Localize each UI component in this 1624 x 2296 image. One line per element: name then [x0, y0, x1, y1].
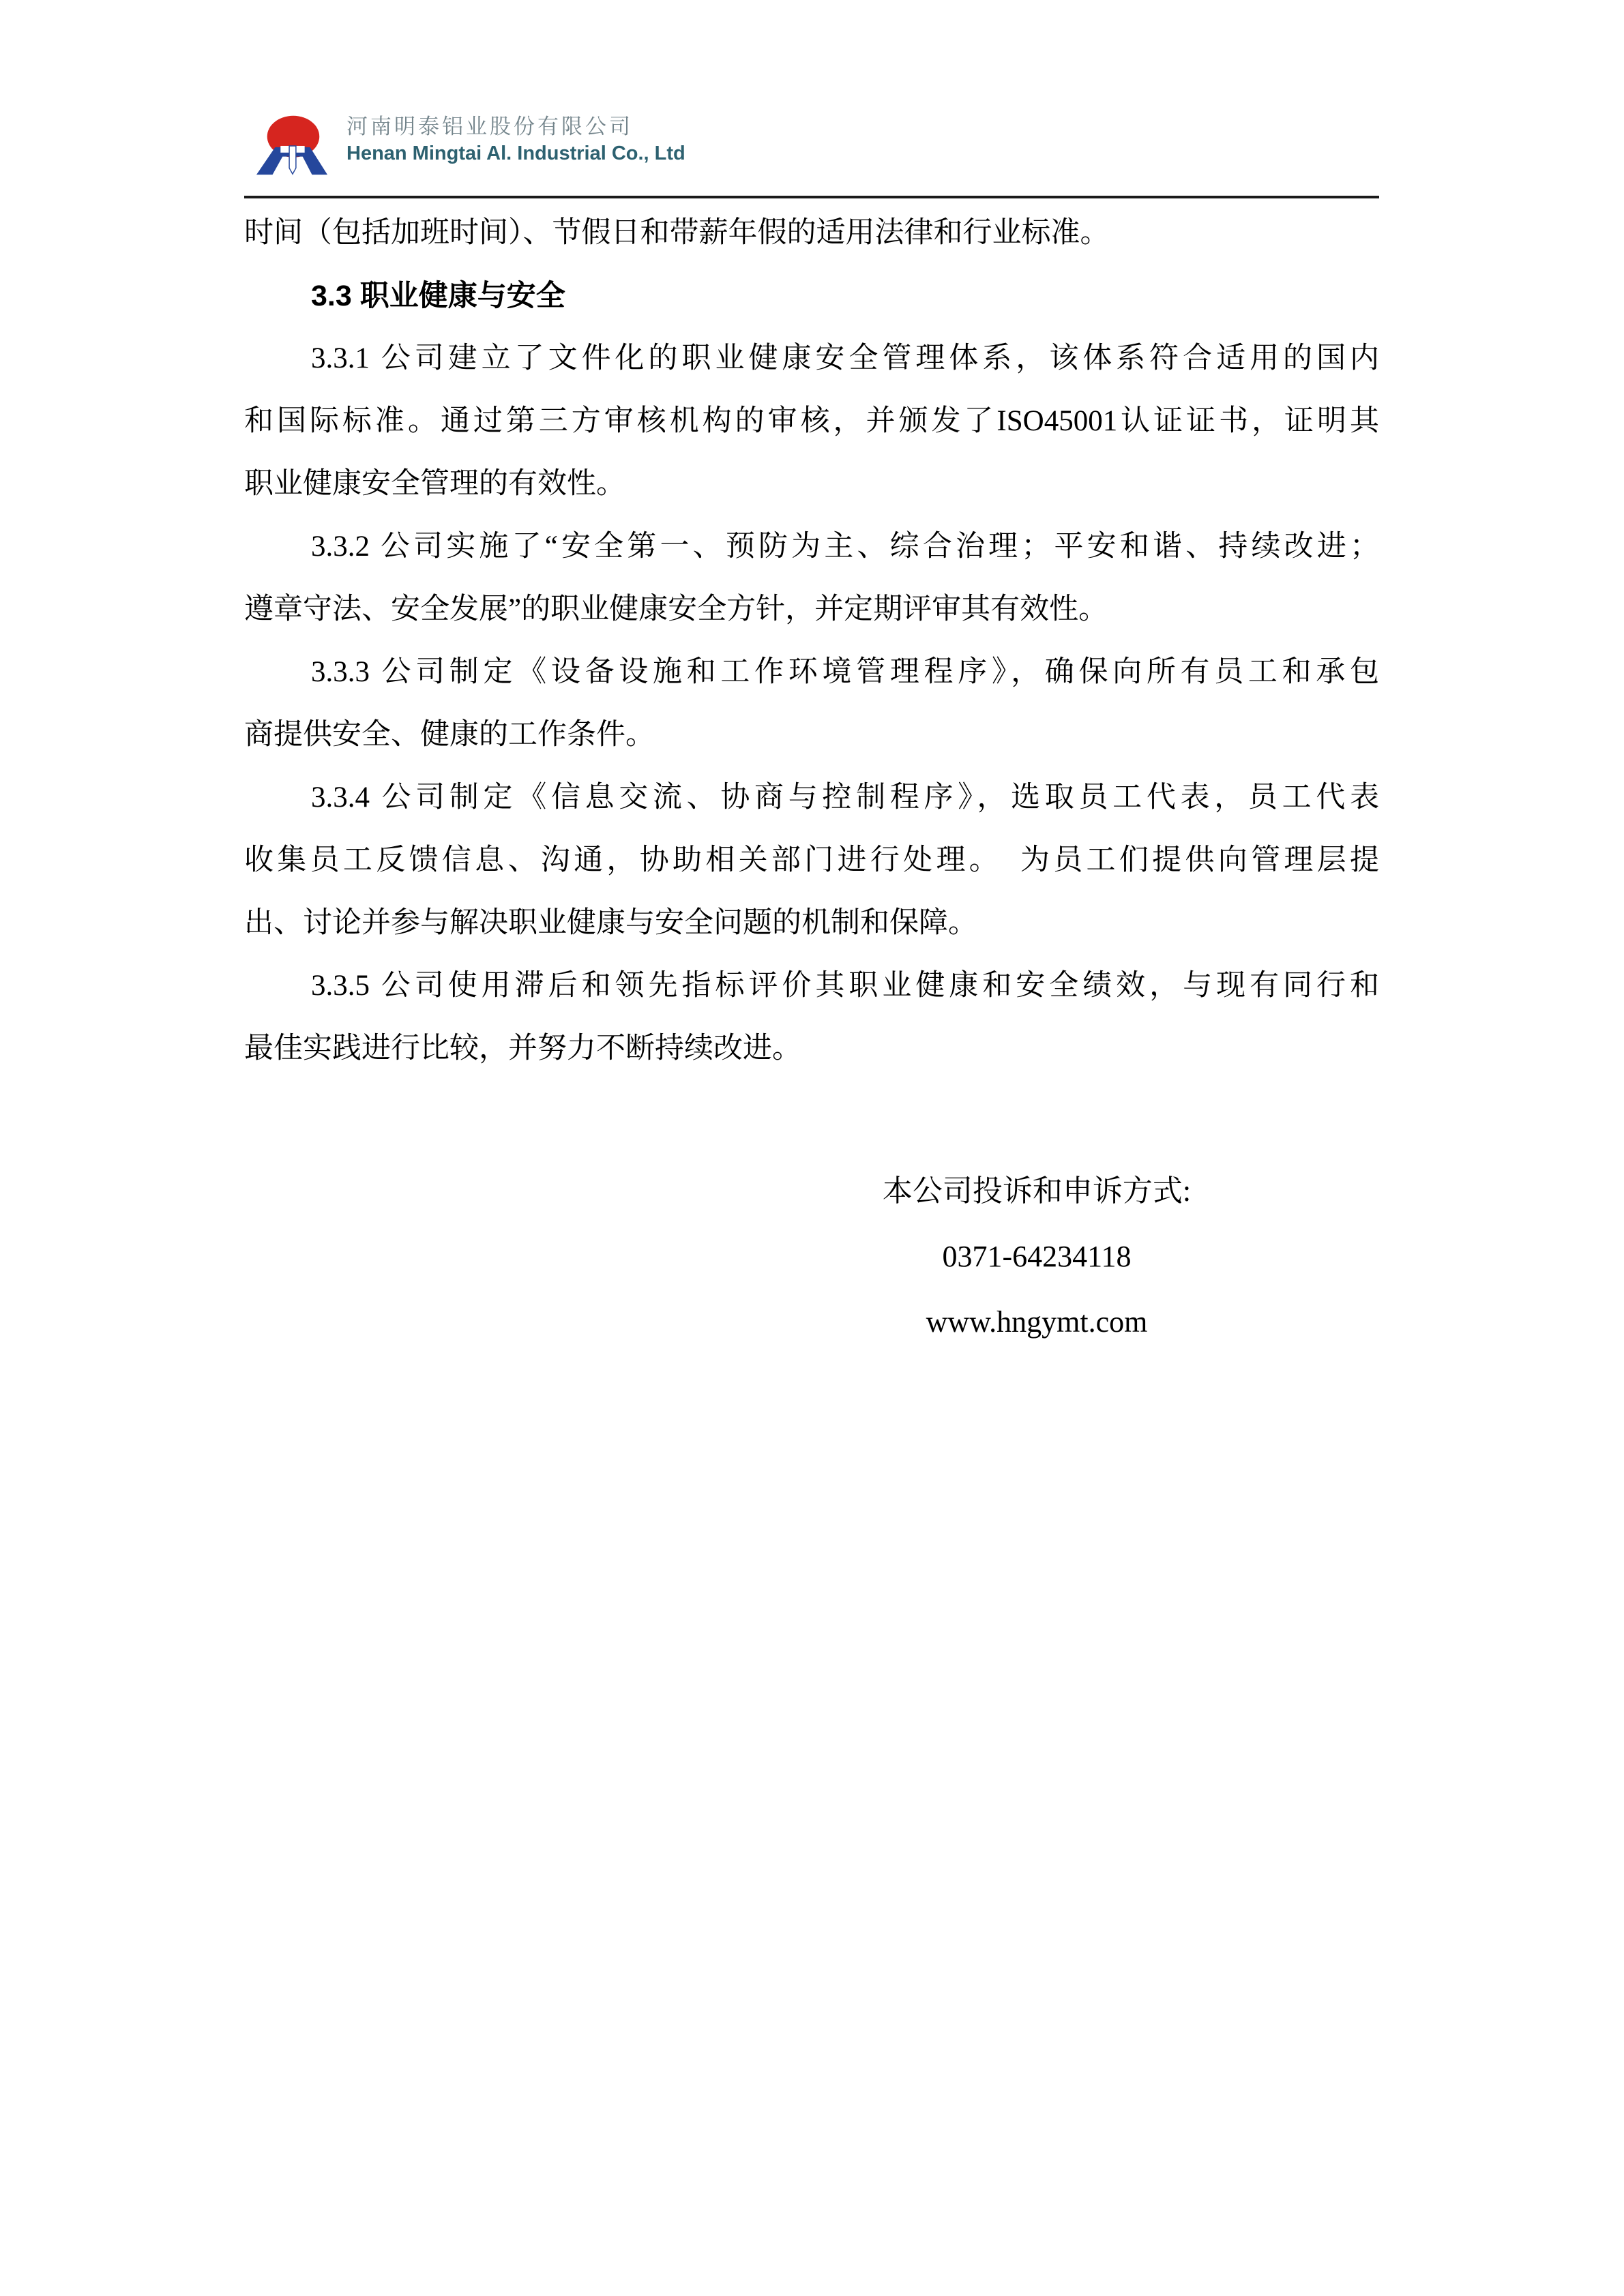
header-divider: [244, 196, 1379, 198]
paragraph-3-3-3-line-2: 商提供安全、健康的工作条件。: [244, 719, 655, 751]
paragraph-3-3-5-line-1: 3.3.5 公司使用滞后和领先指标评价其职业健康和安全绩效，与现有同行和: [311, 970, 1379, 1002]
company-name-zh: 河南明泰铝业股份有限公司: [346, 115, 633, 138]
paragraph-3-3-4-line-2: 收集员工反馈信息、沟通，协助相关部门进行处理。 为员工们提供向管理层提: [244, 844, 1379, 876]
contact-phone: 0371-64234118: [942, 1240, 1132, 1273]
section-heading-3-3: 3.3 职业健康与安全: [311, 280, 565, 312]
company-name-en: Henan Mingtai Al. Industrial Co., Ltd: [346, 143, 685, 164]
document-body: [244, 202, 1379, 1355]
contact-title: 本公司投诉和申诉方式:: [882, 1174, 1192, 1208]
paragraph-3-3-2-line-2: 遵章守法、安全发展”的职业健康安全方针，并定期评审其有效性。: [244, 593, 1108, 625]
paragraph-3-3-5-line-2: 最佳实践进行比较，并努力不断持续改进。: [244, 1032, 801, 1064]
mingtai-sun-mountain-icon: [255, 112, 329, 177]
contact-block: [694, 1159, 1379, 1355]
paragraph-3-3-3-line-1: 3.3.3 公司制定《设备设施和工作环境管理程序》，确保向所有员工和承包: [311, 656, 1379, 688]
paragraph-3-3-1-line-3: 职业健康安全管理的有效性。: [244, 468, 625, 500]
company-name-block: [346, 115, 685, 165]
paragraph-3-3-2-line-1: 3.3.2 公司实施了“安全第一、预防为主、综合治理；平安和谐、持续改进；: [311, 531, 1379, 563]
company-logo: [255, 112, 329, 177]
paragraph-3-3-4-line-3: 出、讨论并参与解决职业健康与安全问题的机制和保障。: [244, 907, 977, 939]
paragraph-3-3-1-line-2: 和国际标准。通过第三方审核机构的审核，并颁发了ISO45001认证证书，证明其: [244, 405, 1379, 437]
paragraph-3-3-1-line-1: 3.3.1 公司建立了文件化的职业健康安全管理体系，该体系符合适用的国内: [311, 342, 1379, 374]
logo-t-stem: [289, 146, 296, 174]
contact-website: www.hngymt.com: [926, 1305, 1148, 1339]
paragraph-carryover-line: 时间（包括加班时间）、节假日和带薪年假的适用法律和行业标准。: [244, 217, 1110, 249]
paragraph-3-3-4-line-1: 3.3.4 公司制定《信息交流、协商与控制程序》，选取员工代表，员工代表: [311, 781, 1379, 814]
